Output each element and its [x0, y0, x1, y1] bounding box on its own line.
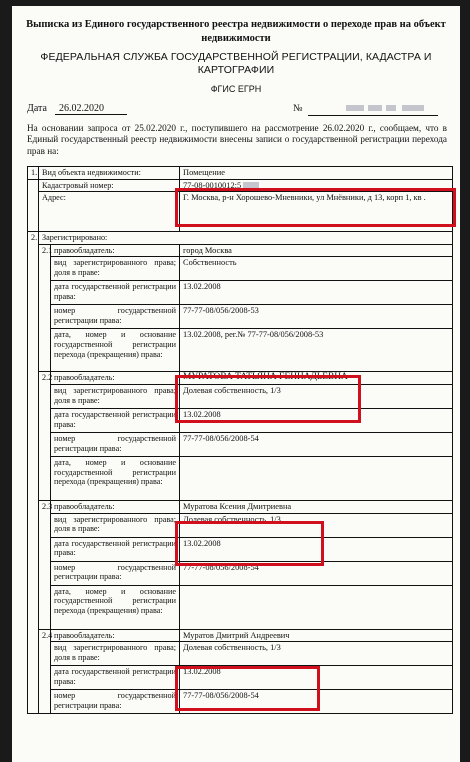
table-row: дата государственной регистрации права: 13.02.2008	[28, 666, 453, 690]
address-value: Г. Москва, р-н Хорошево-Мневники, ул Мнёвники, д 13, корп 1, кв .	[180, 192, 453, 232]
date-value: 26.02.2020	[55, 103, 127, 115]
table-row: вид зарегистрированного права; доля в праве: Долевая собственность, 1/3	[28, 513, 453, 537]
table-row: 1. Вид объекта недвижимости: Помещение	[28, 167, 453, 180]
date-number-row	[27, 103, 447, 114]
highlight-owner-2-4	[175, 666, 320, 711]
table-row: 2.2 правообладатель: МУРАТОВА ТАТЬЯНА ГЕННАДЬЕВНА	[28, 372, 453, 385]
table-row: номер государственной регистрации права: 77-77-08/056/2008-54	[28, 690, 453, 714]
table-row: Кадастровый номер: 77-08-0010012:5	[28, 179, 453, 192]
table-row: дата, номер и основание государственной регистрации перехода (прекращения) права:	[28, 585, 453, 629]
table-row: дата государственной регистрации права: 13.02.2008	[28, 281, 453, 305]
number-value-redacted	[308, 103, 438, 116]
table-row: 2.1 правообладатель: город Москва	[28, 244, 453, 257]
highlight-owner-2-3	[175, 521, 324, 566]
table-row: дата, номер и основание государственной регистрации перехода (прекращения) права: 13.02.2008, рег.№ 77-77-08/056/2008-53	[28, 329, 453, 372]
table-row: номер государственной регистрации права: 77-77-08/056/2008-54	[28, 561, 453, 585]
agency-name: ФЕДЕРАЛЬНАЯ СЛУЖБА ГОСУДАРСТВЕННОЙ РЕГИСТРАЦИИ, КАДАСТРА И КАРТОГРАФИИ	[40, 51, 432, 76]
date-label: Дата	[27, 103, 47, 114]
table-row: Адрес: Г. Москва, р-н Хорошево-Мневники, ул Мнёвники, д 13, корп 1, кв .	[28, 192, 453, 232]
table-row: вид зарегистрированного права; доля в праве: Собственность	[28, 257, 453, 281]
table-row: 2.4 правообладатель: Муратов Дмитрий Андреевич	[28, 629, 453, 642]
table-row: вид зарегистрированного права; доля в праве: Долевая собственность, 1/3	[28, 642, 453, 666]
intro-paragraph: На основании запроса от 25.02.2020 г., поступившего на рассмотрение 26.02.2020 г., сообщаем, что в Единый государственный реестр недвижимости внесены записи о государственной регистрации перехода прав на:	[27, 123, 447, 156]
document-title: Выписка из Единого государственного реестра недвижимости о переходе прав на объект недвижимости	[26, 19, 446, 44]
table-row: номер государственной регистрации права: 77-77-08/056/2008-54	[28, 432, 453, 456]
table-row: номер государственной регистрации права: 77-77-08/056/2008-53	[28, 305, 453, 329]
document-page	[12, 6, 460, 762]
table-row: вид зарегистрированного права; доля в праве: Долевая собственность, 1/3	[28, 384, 453, 408]
system-name: ФГИС ЕГРН	[210, 84, 262, 94]
table-row: 2. Зарегистрировано:	[28, 232, 453, 245]
table-row: дата, номер и основание государственной регистрации перехода (прекращения) права:	[28, 456, 453, 500]
table-row: дата государственной регистрации права: 13.02.2008	[28, 408, 453, 432]
number-label: №	[293, 103, 303, 114]
table-row: дата государственной регистрации права: 13.02.2008	[28, 537, 453, 561]
table-row: 2.3 правообладатель: Муратова Ксения Дмитриевна	[28, 500, 453, 513]
highlight-address	[175, 188, 456, 227]
highlight-owner-2-2	[175, 375, 361, 423]
registry-table	[27, 166, 453, 714]
